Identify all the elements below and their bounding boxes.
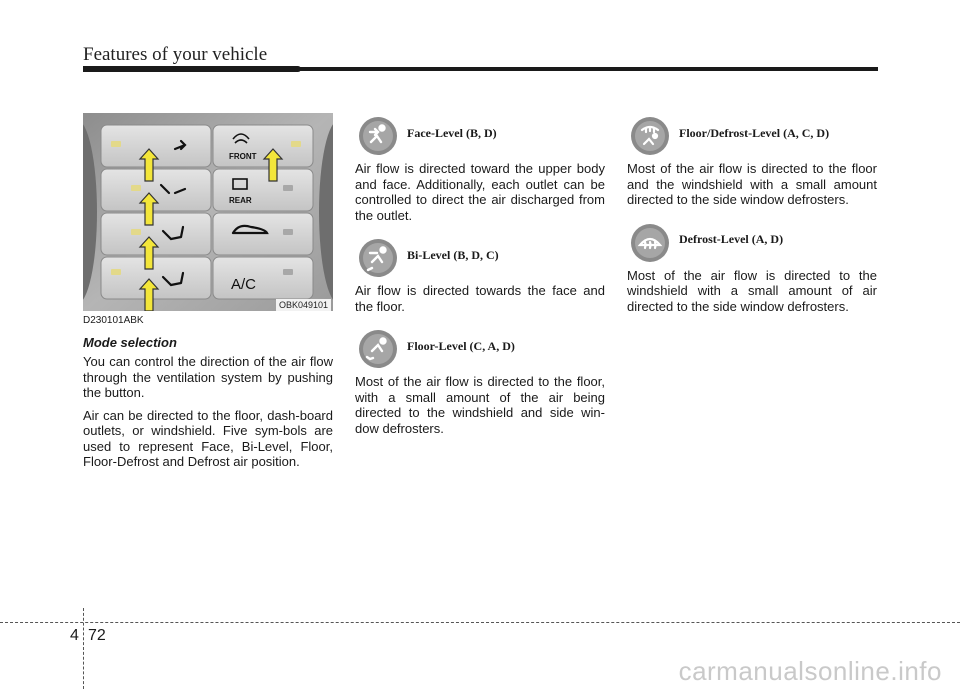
front-label: FRONT [229, 152, 257, 161]
mode-title: Defrost-Level (A, D) [679, 232, 784, 246]
footer-divider [83, 608, 84, 689]
header-rule [83, 67, 878, 71]
chapter-number: 4 [70, 627, 79, 644]
mode-description: Air flow is directed towards the face and the floor. [355, 283, 605, 314]
mode-description: Most of the air flow is directed to the floor, with a small amount of the air being directed to the windshield and side win-dow defrosters. [355, 374, 605, 436]
mode-heading [627, 222, 877, 264]
defrost-icon [630, 223, 670, 263]
mode-title: Floor/Defrost-Level (A, C, D) [679, 125, 830, 140]
mode-title: Bi-Level (B, D, C) [407, 247, 499, 262]
rear-label: REAR [229, 196, 252, 205]
floor-level-icon [358, 329, 398, 369]
section-subheading: Mode selection [83, 335, 177, 350]
mode-heading [355, 115, 605, 157]
mode-title: Face-Level (B, D) [407, 125, 497, 140]
figure-code: OBK049101 [276, 299, 331, 311]
ac-label: A/C [231, 276, 257, 293]
mode-heading [627, 115, 877, 157]
face-level-icon [358, 116, 398, 156]
section-code: D230101ABK [83, 315, 144, 326]
floor-defrost-icon [630, 116, 670, 156]
intro-paragraph: You can control the direction of the air flow through the ventilation system by pushing the button. [83, 354, 333, 400]
modes-column-2 [355, 115, 605, 450]
mode-description: Air flow is directed toward the upper body and face. Additionally, each outlet can be controlled to direct the air discharged from the outlet. [355, 161, 605, 223]
intro-paragraph: Air can be directed to the floor, dash-board outlets, or windshield. Five sym-bols are used to represent Face, Bi-Level, Floor, Floor-Defrost and Defrost air position. [83, 407, 333, 469]
mode-title: Floor-Level (C, A, D) [407, 338, 515, 353]
bi-level-icon [358, 238, 398, 278]
mode-heading [355, 328, 605, 370]
climate-panel-figure [83, 113, 333, 311]
mode-description: Most of the air flow is directed to the floor and the windshield with a small amount directed to the side window defrosters. [627, 161, 877, 207]
modes-column-3 [627, 115, 877, 328]
watermark: carmanualsonline.info [678, 656, 942, 686]
mode-description: Most of the air flow is directed to the windshield with a small amount of air directed to the side window defrosters. [627, 267, 877, 314]
page-number: 72 [88, 627, 106, 644]
intro-column [83, 315, 333, 477]
page-header-title: Features of your vehicle [83, 44, 268, 65]
mode-heading [355, 237, 605, 279]
footer-rule [0, 622, 960, 623]
